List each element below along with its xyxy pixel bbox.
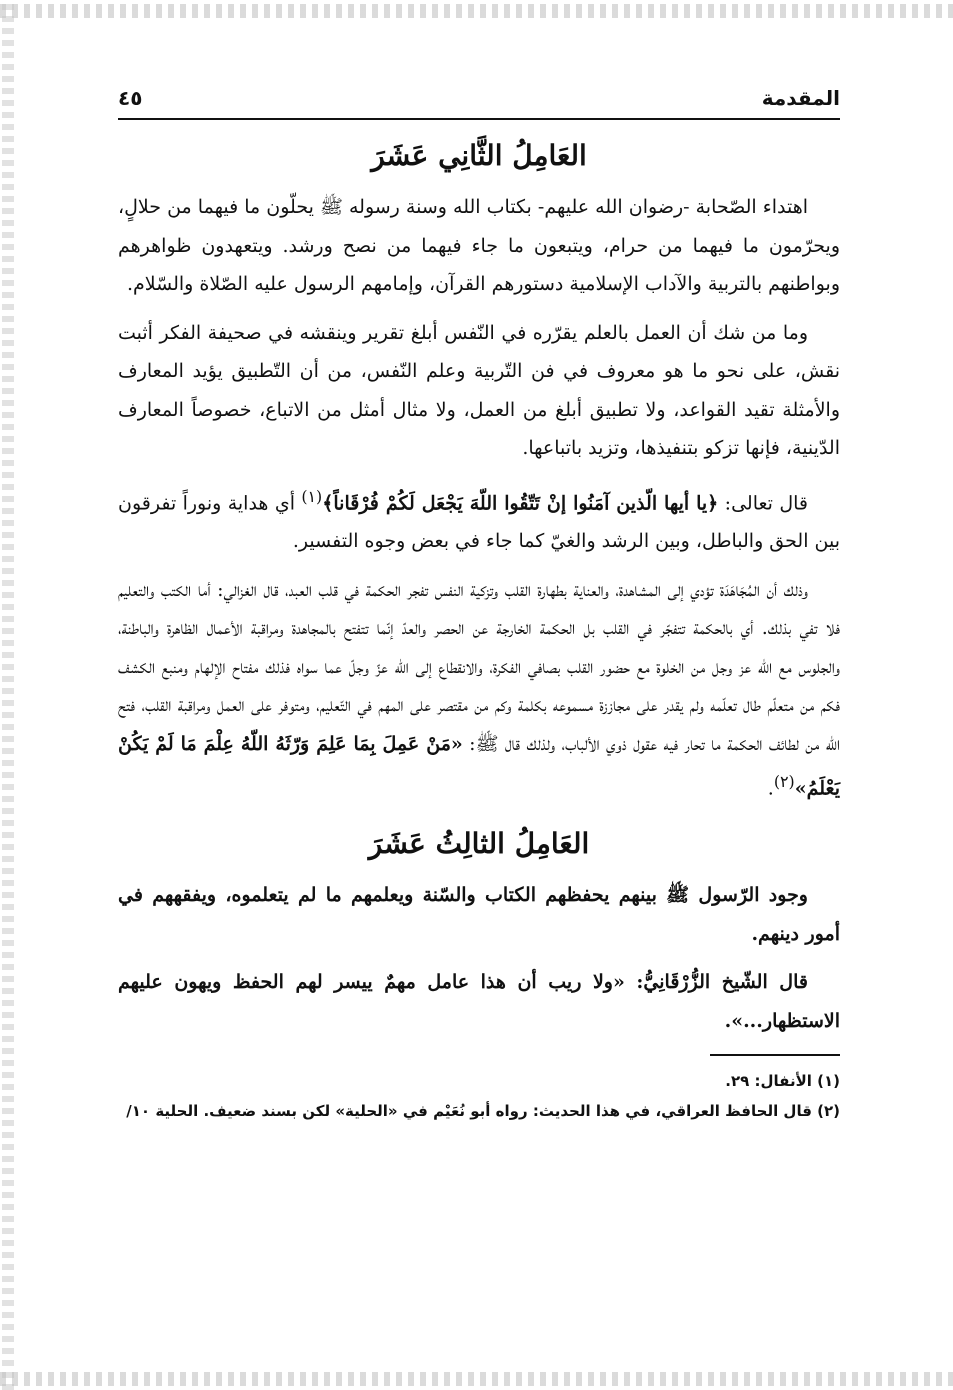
section-13-paragraph-2: قال الشّيخ الزُّرْقَانِيُّ: «ولا ريب أن هذا عامل مهمٌ ييسر لهم الحفظ ويهون عليهم الاستظهار...». (118, 971, 840, 1032)
decorative-border-side (2, 0, 14, 1390)
footnote-2: (٢) قال الحافظ العراقي، في هذا الحديث: رواه أبو نُعَيْم في «الحلية» لكن بسند ضعيف. الحلية ١٠/ (126, 1102, 840, 1121)
quran-intro: قال تعالى: (718, 491, 808, 514)
decorative-border-bottom (0, 1372, 953, 1386)
sentence-end: . (767, 777, 774, 800)
quran-verse: ﴿يا أيها الّذين آمَنُوا إنْ تَتّقُوا اللّهَ يَجْعَل لَكُمْ فُرْقَاناً﴾ (322, 491, 719, 514)
running-header (118, 80, 840, 120)
section-12-title: العَامِلُ الثَّانِي عَشَرَ (371, 139, 587, 172)
footnote-1: (١) الأنفال: ٢٩. (725, 1072, 840, 1091)
footnote-ref-2: (٢) (773, 772, 795, 792)
section-name: المقدمة (761, 86, 840, 110)
footnote-ref-1: (١) (301, 486, 323, 506)
section-12-paragraph-3 (118, 478, 840, 561)
section-12-paragraph-1: اهتداء الصّحابة -رضوان الله عليهم- بكتاب الله وسنة رسوله ﷺ يحلّون ما فيهما من حلالٍ، ويحرّمون ما فيهما من حرام، ويتبعون ما جاء فيهما من نصح ورشد. ويتعهدون ظواهرهم وبواطنهم بالتربية والآداب الإسلامية دستورهم القرآن، وإمامهم الرسول عليه الصّلاة والسّلام. (118, 196, 840, 295)
footnote-divider (710, 1054, 840, 1056)
section-12-paragraph-4 (118, 571, 840, 808)
section-12-paragraph-2: وما من شك أن العمل بالعلم يقرّره في النّفس أبلغ تقرير وينقشه في صحيفة الفكر أثبت نقش، على نحو ما هو معروف في فن التّربية وعلم النّفس، من أن التّطبيق يؤيد المعارف والأمثلة تقيد القواعد، ولا تطبيق أبلغ من العمل، ولا مثال أمثل من الاتباع، خصوصاً المعارف الدّينية، فإنها تزكو بتنفيذها، وتزيد باتباعها. (118, 321, 840, 459)
verse-explanation: أي هداية ونوراً تفرقون بين الحق والباطل، وبين الرشد والغيّ كما جاء في بعض وجوه التفسير. (118, 491, 840, 553)
section-13-title: العَامِلُ الثالِثُ عَشَرَ (368, 827, 590, 861)
section-13-paragraph-1: وجود الرّسول ﷺ بينهم يحفظهم الكتاب والسّنة ويعلمهم ما لم يتعلموه، ويفقههم في أمور دينهم. (118, 884, 840, 945)
decorative-border-top (0, 4, 953, 18)
page-number: ٤٥ (118, 86, 143, 110)
hadith-quote: «مَنْ عَمِلَ بِمَا عَلِمَ وَرّثَهُ اللّهُ عِلْمَ مَا لَمْ يَكُنْ يَعْلَمُ» (118, 732, 840, 800)
page-body (118, 80, 840, 1126)
ghazali-text: وذلك أن المُجَاهَدَة تؤدي إلى المشاهدة، والعناية بطهارة القلب وتزكية النفس تفجر الحكمة في قلب العبد، قال الغزالي: أما الكتب والتعليم فلا تفي بذلك. أي بالحكمة تتفجّر في القلب بل الحكمة الخارجة عن الحصر والعدّ إنّما تتفتح بالمجاهدة ومراقبة الأعمال الظاهرة والباطنة، والجلوس مع الله عز وجل من الخلوة مع حضور القلب بصافي الفكرة، والانقطاع إلى الله عزّ وجلّ عما سواه فذلك مفتاح الإلهام ومنبع الكشف فكم من متعلّم طال تعلّمه ولم يقدر على مجاززة مسموعه بكلمة وكم من مقتصر على المهم في التّعليم، ومتوفر على العمل ومراقبة القلب، فتح الله من لطائف الحكمة ما تحار فيه عقول ذوي الألباب، ولذلك قال ﷺ: (118, 578, 840, 755)
